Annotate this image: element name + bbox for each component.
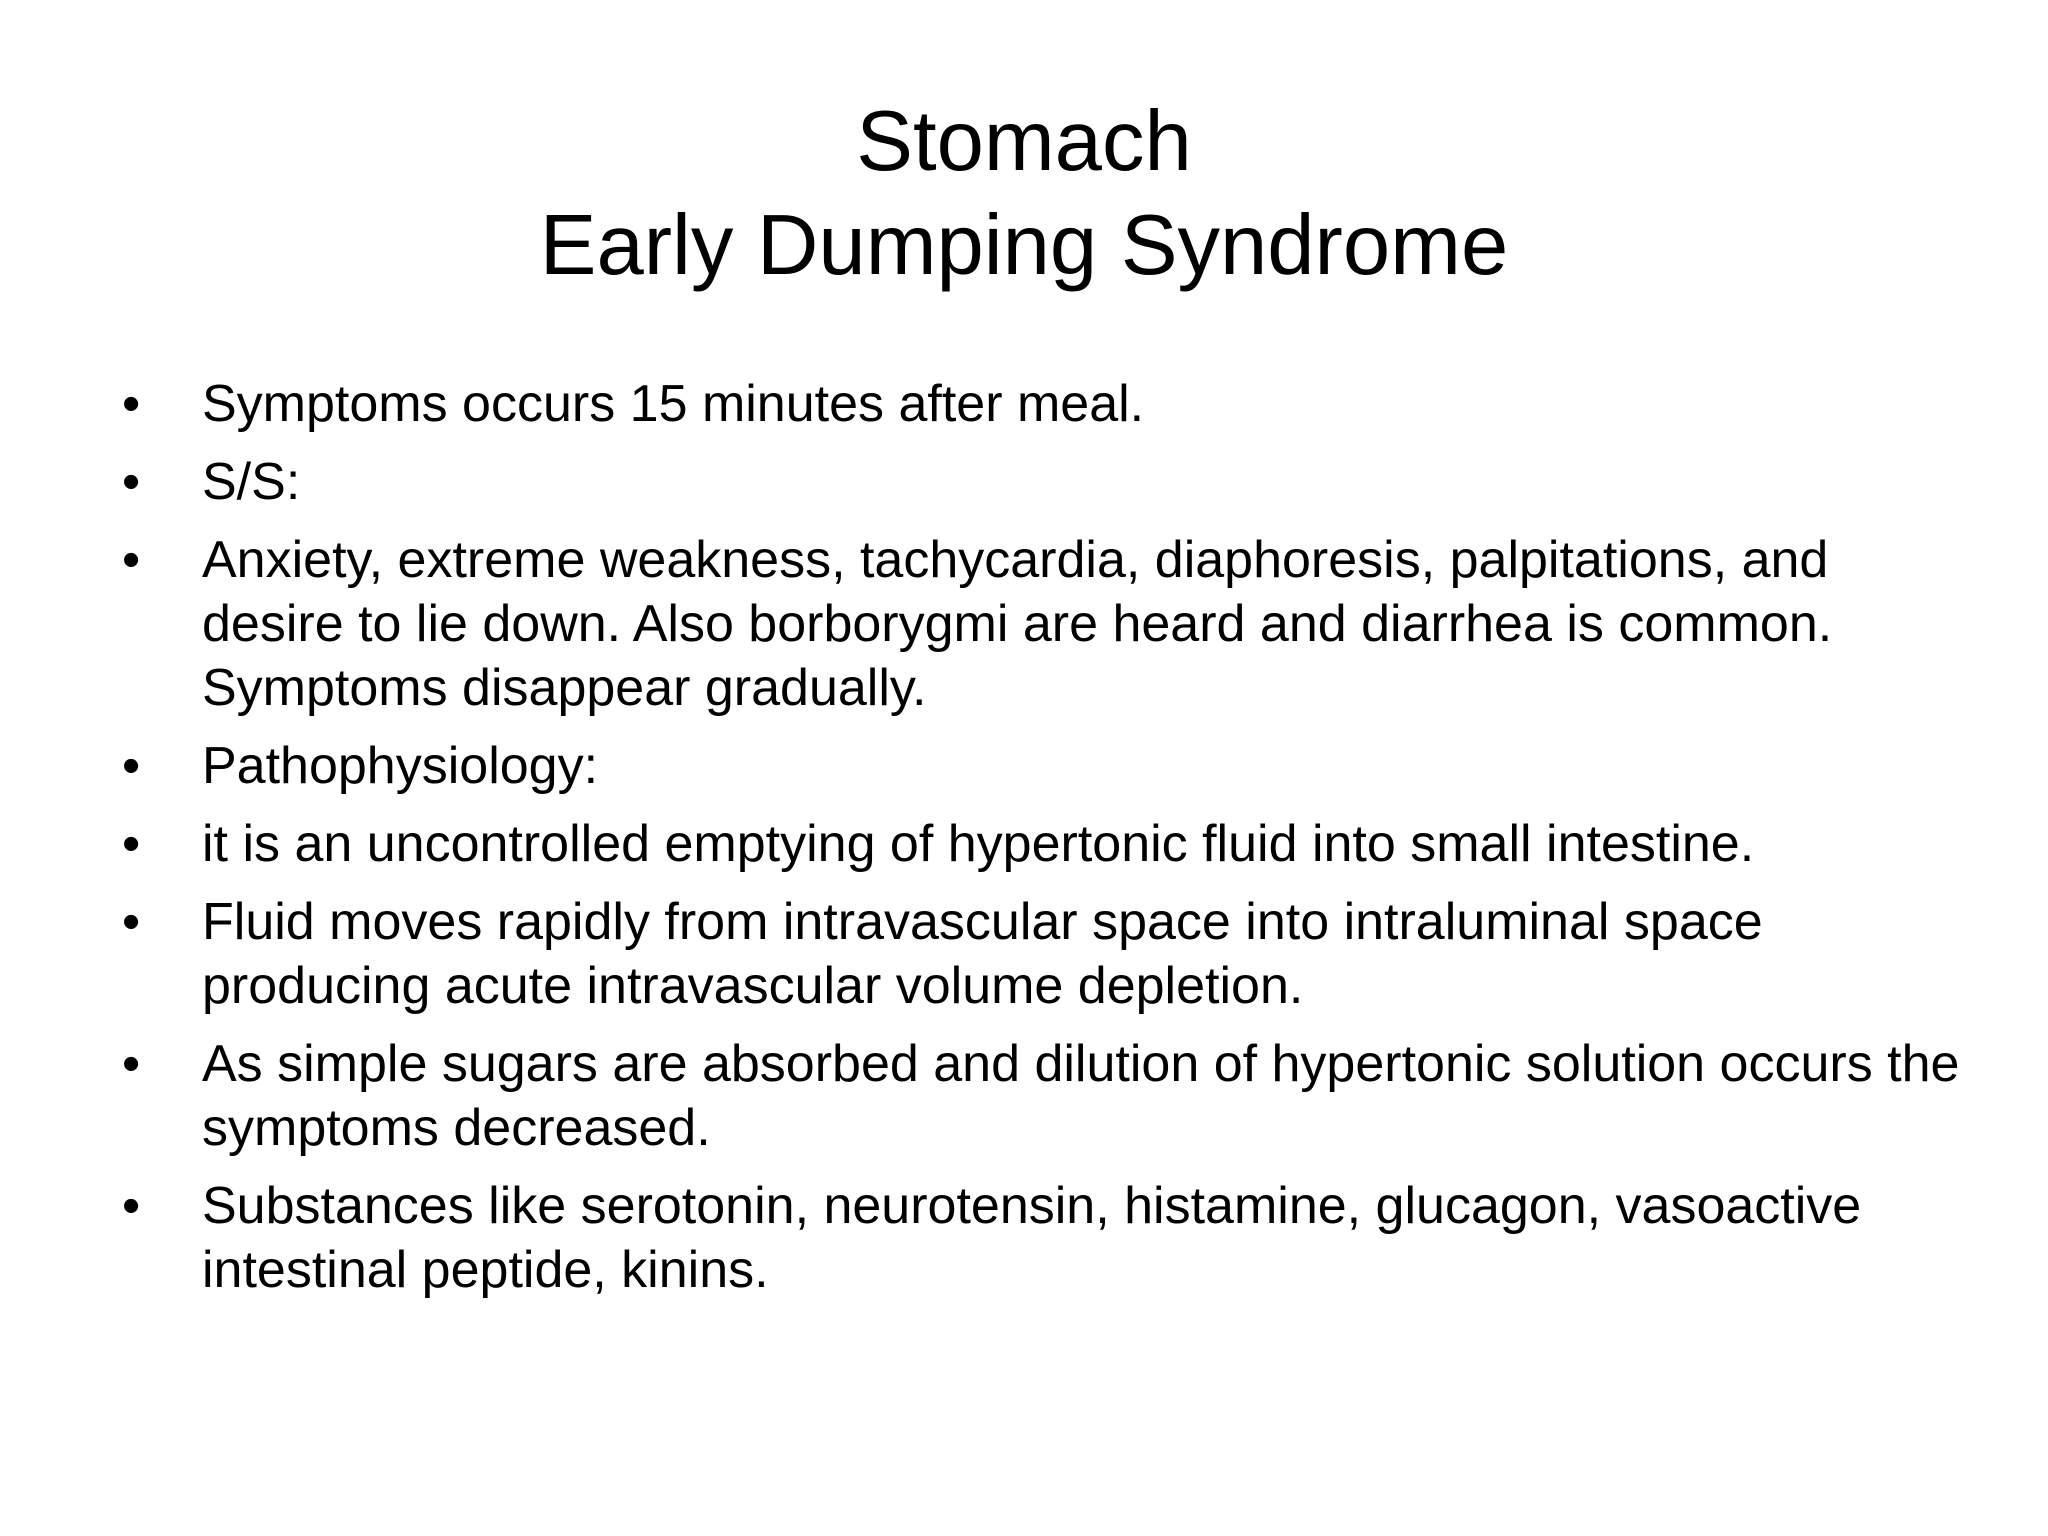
bullet-text: Fluid moves rapidly from intravascular space into intraluminal space producing acute intravascular volume depletion. [202, 893, 1763, 1015]
bullet-item [122, 812, 1962, 876]
bullet-text: S/S: [202, 453, 301, 511]
bullet-item [122, 734, 1962, 798]
bullet-icon: • [122, 737, 141, 795]
bullet-text: it is an uncontrolled emptying of hypertonic fluid into small intestine. [202, 815, 1755, 873]
bullet-text: Pathophysiology: [202, 737, 599, 795]
title-line-2: Early Dumping Syndrome [539, 198, 1509, 293]
bullet-icon: • [122, 893, 141, 951]
bullet-item [122, 372, 1962, 436]
bullet-icon: • [122, 815, 141, 873]
bullet-text: Substances like serotonin, neurotensin, histamine, glucagon, vasoactive intestinal peptide, kinins. [202, 1177, 1862, 1299]
bullet-item [122, 528, 1962, 720]
bullet-item [122, 1174, 1962, 1302]
bullet-icon: • [122, 1177, 141, 1235]
bullet-icon: • [122, 453, 141, 511]
bullet-list [122, 372, 1962, 1316]
bullet-item [122, 450, 1962, 514]
bullet-text: Anxiety, extreme weakness, tachycardia, diaphoresis, palpitations, and desire to lie down. Also borborygmi are heard and diarrhea is common. Symptoms disappear gradually. [202, 531, 1833, 717]
bullet-text: As simple sugars are absorbed and dilution of hypertonic solution occurs the symptoms decreased. [202, 1035, 1960, 1157]
bullet-icon: • [122, 1035, 141, 1093]
title-line-1: Stomach [856, 94, 1192, 189]
bullet-icon: • [122, 375, 141, 433]
slide-title [0, 90, 2048, 298]
bullet-item [122, 1032, 1962, 1160]
bullet-item [122, 890, 1962, 1018]
bullet-icon: • [122, 531, 141, 589]
bullet-text: Symptoms occurs 15 minutes after meal. [202, 375, 1145, 433]
